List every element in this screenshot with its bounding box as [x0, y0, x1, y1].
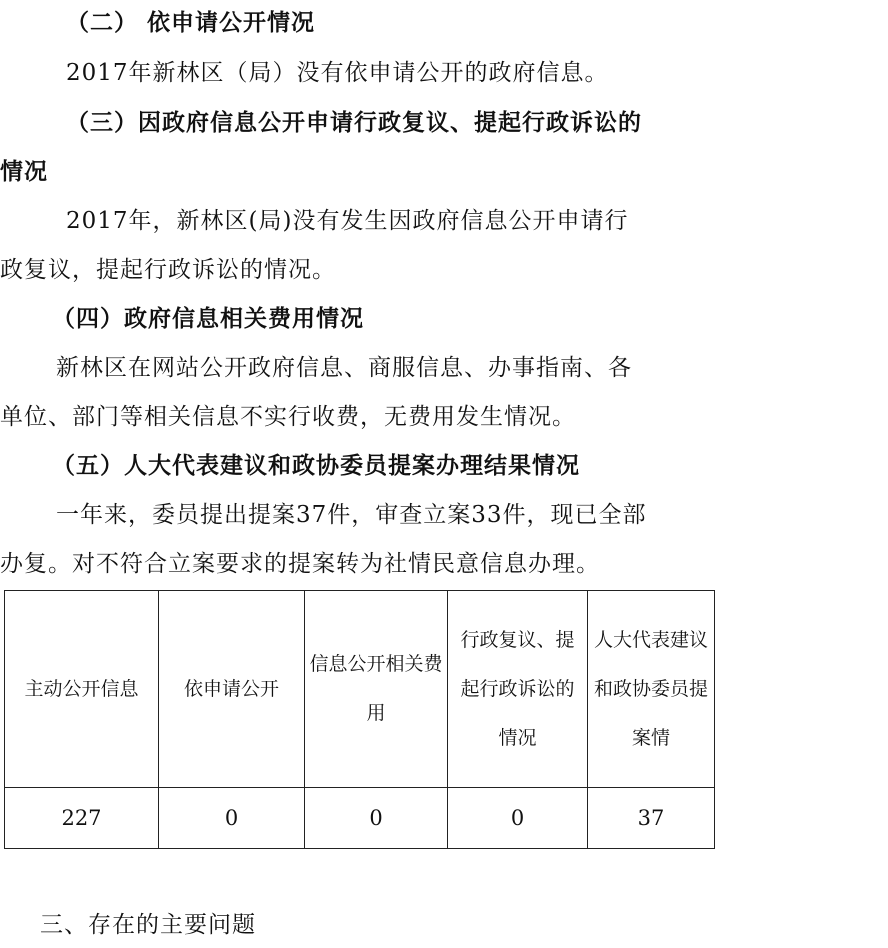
section-problems-heading: 三、存在的主要问题: [40, 912, 256, 938]
table-cell: 0: [159, 788, 305, 849]
section-5-body-line1: 一年来，委员提出提案37件，审查立案33件，现已全部: [56, 502, 647, 528]
table-header-cell: 主动公开信息: [5, 591, 159, 788]
section-2-heading: （二） 依申请公开情况: [66, 9, 316, 36]
table-header-row: [5, 591, 715, 788]
table-cell: 227: [5, 788, 159, 849]
section-3-body-line1: 2017年，新林区(局)没有发生因政府信息公开申请行: [66, 208, 629, 234]
table-header-cell: 信息公开相关费用: [305, 591, 448, 788]
section-2-body: 2017年新林区（局）没有依申请公开的政府信息。: [66, 60, 609, 86]
section-3-body-line2: 政复议，提起行政诉讼的情况。: [0, 257, 336, 283]
section-5-body-line2: 办复。对不符合立案要求的提案转为社情民意信息办理。: [0, 551, 600, 577]
table-cell: 0: [305, 788, 448, 849]
disclosure-summary-table: [4, 590, 715, 849]
table-header-cell: 依申请公开: [159, 591, 305, 788]
section-3-heading-line2: 情况: [0, 158, 48, 185]
table-cell: 37: [588, 788, 715, 849]
table-row: [5, 788, 715, 849]
table-cell: 0: [448, 788, 588, 849]
section-4-body-line1: 新林区在网站公开政府信息、商服信息、办事指南、各: [56, 355, 632, 381]
section-4-body-line2: 单位、部门等相关信息不实行收费，无费用发生情况。: [0, 404, 576, 430]
section-3-heading-line1: （三）因政府信息公开申请行政复议、提起行政诉讼的: [66, 109, 642, 136]
table-header-cell: 行政复议、提起行政诉讼的情况: [448, 591, 588, 788]
section-5-heading: （五）人大代表建议和政协委员提案办理结果情况: [52, 452, 580, 479]
section-4-heading: （四）政府信息相关费用情况: [52, 305, 364, 332]
table-header-cell: 人大代表建议和政协委员提案情: [588, 591, 715, 788]
